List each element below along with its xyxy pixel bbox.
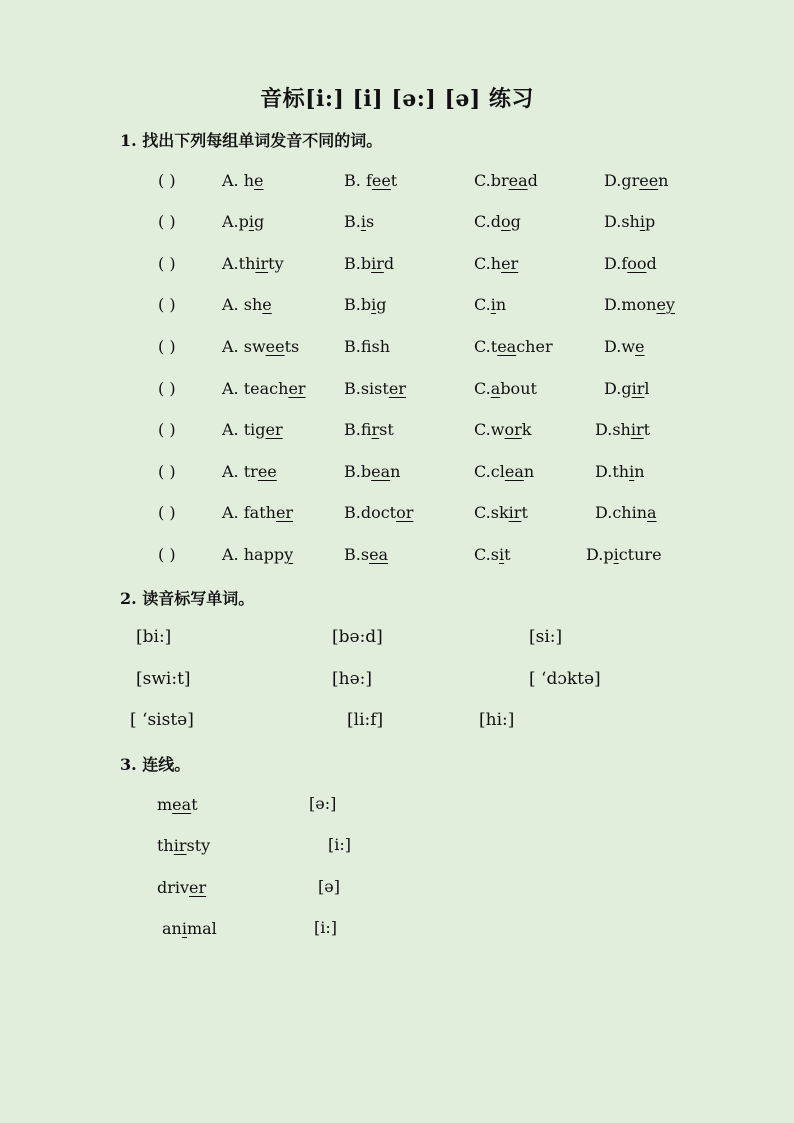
match-word[interactable] (157, 795, 198, 814)
word-part: n (658, 171, 669, 190)
answer-blank[interactable]: ( ) (158, 171, 176, 190)
option-c (474, 337, 553, 356)
option-d (586, 545, 662, 564)
word-part: k (521, 420, 532, 439)
option-letter: D. (604, 254, 622, 273)
word-part: g (254, 212, 265, 231)
option-a (222, 254, 284, 273)
word-part: fath (243, 503, 276, 522)
phonetic-item: [si:] (529, 627, 563, 647)
option-letter: A. (222, 545, 244, 564)
word-part: f (621, 254, 628, 273)
word-part: p (238, 212, 249, 231)
option-c (474, 545, 511, 564)
word-part: sk (490, 503, 509, 522)
word-part: n (634, 462, 645, 481)
underlined-sound: i (181, 919, 187, 938)
option-a (222, 545, 293, 564)
word-part: doct (360, 503, 397, 522)
option-letter: A. (222, 503, 244, 522)
option-d (604, 295, 675, 314)
option-letter: B. (344, 337, 361, 356)
underlined-sound: i (360, 212, 366, 231)
word-part: sty (186, 836, 211, 855)
word-part: d (383, 254, 395, 273)
underlined-sound: i (248, 212, 255, 231)
underlined-sound: ee (265, 337, 285, 356)
option-a (222, 295, 272, 314)
underlined-sound: a (490, 379, 501, 398)
underlined-sound: ea (508, 171, 528, 190)
option-a (222, 212, 264, 231)
word-part: mon (621, 295, 657, 314)
option-letter: D. (604, 295, 622, 314)
option-a (222, 462, 277, 481)
word-part: th (157, 836, 174, 855)
underlined-sound: ir (631, 379, 645, 398)
word-part: happ (243, 545, 285, 564)
option-b (344, 503, 413, 522)
option-letter: A. (222, 212, 239, 231)
underlined-sound: ea (369, 545, 389, 564)
word-part: cture (618, 545, 662, 564)
word-part: t (643, 420, 651, 439)
option-a (222, 337, 299, 356)
underlined-sound: ea (497, 337, 517, 356)
option-b (344, 254, 394, 273)
option-d (604, 171, 668, 190)
word-part: br (490, 171, 509, 190)
word-part: chin (612, 503, 648, 522)
option-b (344, 295, 386, 314)
match-phonetic[interactable]: [i:] (328, 835, 351, 854)
option-letter: C. (474, 254, 491, 273)
word-part: sw (243, 337, 266, 356)
word-part: d (527, 171, 538, 190)
word-part: f (360, 420, 372, 439)
word-part: teach (243, 379, 289, 398)
option-d (604, 212, 655, 231)
option-a (222, 171, 264, 190)
answer-blank[interactable]: ( ) (158, 212, 176, 231)
phonetic-item: [hə:] (332, 669, 373, 689)
option-d (595, 462, 645, 481)
option-letter: C. (474, 295, 491, 314)
option-d (604, 254, 657, 273)
option-a (222, 379, 306, 398)
option-c (474, 171, 538, 190)
option-b (344, 171, 397, 190)
option-c (474, 503, 528, 522)
option-b (344, 462, 400, 481)
word-part: g (510, 212, 521, 231)
option-c (474, 462, 534, 481)
option-letter: C. (474, 337, 491, 356)
option-b (344, 337, 390, 356)
answer-blank[interactable]: ( ) (158, 420, 176, 439)
option-letter: D. (595, 420, 613, 439)
word-part: bout (500, 379, 537, 398)
word-part: cl (490, 462, 505, 481)
underlined-sound: ir (630, 420, 644, 439)
option-letter: A. (222, 254, 239, 273)
underlined-sound: er (275, 503, 294, 522)
answer-blank[interactable]: ( ) (158, 503, 176, 522)
section-3-heading: 3. 连线。 (120, 755, 191, 774)
word-part: th (238, 254, 256, 273)
word-part: h (490, 254, 502, 273)
option-letter: C. (474, 212, 491, 231)
underlined-sound: i (490, 295, 496, 314)
underlined-sound: ea (371, 462, 391, 481)
option-letter: C. (474, 462, 491, 481)
word-part: w (621, 337, 636, 356)
word-part: an (162, 919, 182, 938)
underlined-sound: i (498, 545, 505, 564)
option-a (222, 420, 283, 439)
word-part: sh (612, 420, 631, 439)
word-part: s (360, 545, 370, 564)
word-part: s (490, 545, 499, 564)
word-part: f (365, 171, 372, 190)
underlined-sound: or (504, 420, 522, 439)
underlined-sound: i (371, 295, 377, 314)
underlined-sound: er (288, 379, 306, 398)
underlined-sound: oo (627, 254, 647, 273)
word-part: driv (157, 878, 190, 897)
underlined-sound: e (635, 337, 645, 356)
underlined-sound: i (613, 545, 619, 564)
underlined-sound: i (639, 212, 645, 231)
answer-blank[interactable]: ( ) (158, 254, 176, 273)
word-part: w (490, 420, 505, 439)
phonetic-item: [li:f] (347, 710, 384, 730)
option-letter: D. (604, 171, 622, 190)
section-1-heading: 1. 找出下列每组单词发音不同的词。 (120, 131, 383, 150)
match-word[interactable] (157, 836, 210, 855)
word-part: g (621, 379, 632, 398)
word-part: th (612, 462, 630, 481)
option-letter: A. (222, 295, 244, 314)
underlined-sound: ey (656, 295, 675, 314)
option-a (222, 503, 293, 522)
option-letter: D. (604, 379, 622, 398)
word-part: b (360, 295, 372, 314)
word-part: t (191, 795, 198, 814)
option-letter: C. (474, 503, 491, 522)
option-letter: C. (474, 545, 491, 564)
phonetic-item: [hi:] (479, 710, 515, 730)
option-letter: A. (222, 337, 244, 356)
word-part: tig (243, 420, 266, 439)
match-phonetic[interactable]: [i:] (314, 918, 337, 937)
option-letter: B. (344, 254, 361, 273)
word-part: tr (243, 462, 258, 481)
option-letter: D. (595, 503, 613, 522)
word-part: h (243, 171, 255, 190)
option-letter: A. (222, 171, 244, 190)
option-letter: B. (344, 545, 361, 564)
option-letter: C. (474, 171, 491, 190)
word-part: t (504, 545, 511, 564)
phonetic-item: [bə:d] (332, 627, 383, 647)
underlined-sound: er (388, 379, 406, 398)
word-part: sh (621, 212, 640, 231)
answer-blank[interactable]: ( ) (158, 545, 176, 564)
match-phonetic[interactable]: [ə:] (309, 794, 337, 813)
option-letter: B. (344, 462, 361, 481)
match-phonetic[interactable]: [ə] (318, 877, 340, 896)
underlined-sound: ee (371, 171, 391, 190)
word-part: cher (516, 337, 553, 356)
option-letter: C. (474, 379, 491, 398)
underlined-sound: er (501, 254, 519, 273)
option-b (344, 212, 374, 231)
word-part: sh (371, 337, 391, 356)
underlined-sound: ee (257, 462, 277, 481)
phonetic-item: [bi:] (136, 627, 172, 647)
underlined-sound: i (629, 462, 635, 481)
word-part: p (603, 545, 614, 564)
underlined-sound: y (284, 545, 294, 564)
underlined-sound: ir (508, 503, 522, 522)
answer-blank[interactable]: ( ) (158, 379, 176, 398)
option-d (595, 503, 657, 522)
option-letter: D. (604, 337, 622, 356)
option-c (474, 212, 521, 231)
match-word[interactable] (162, 919, 217, 938)
underlined-sound: er (189, 878, 207, 897)
underlined-sound: ir (173, 836, 187, 855)
option-b (344, 545, 388, 564)
option-letter: A. (222, 379, 244, 398)
phonetic-item: [swi:t] (136, 669, 191, 689)
section-2-heading: 2. 读音标写单词。 (120, 589, 255, 608)
option-letter: B. (344, 420, 361, 439)
underlined-sound: ee (639, 171, 659, 190)
phonetic-item: [ ‘sistə] (130, 710, 194, 730)
option-c (474, 295, 506, 314)
option-letter: B. (344, 171, 366, 190)
option-letter: A. (222, 420, 244, 439)
underlined-sound: ir (255, 254, 269, 273)
word-part: st (379, 420, 394, 439)
underlined-sound: er (265, 420, 283, 439)
underlined-sound: ea (172, 795, 192, 814)
word-part: mal (186, 919, 217, 938)
option-c (474, 379, 537, 398)
option-letter: B. (344, 503, 361, 522)
word-part: sh (243, 295, 263, 314)
option-letter: B. (344, 212, 361, 231)
underlined-sound: e (254, 171, 264, 190)
option-letter: D. (604, 212, 622, 231)
underlined-sound: o (501, 212, 511, 231)
word-part: n (495, 295, 507, 314)
word-part: d (646, 254, 657, 273)
word-part: ty (268, 254, 284, 273)
word-part: t (490, 337, 498, 356)
underlined-sound: a (647, 503, 657, 522)
option-letter: B. (344, 295, 361, 314)
word-part: f (360, 337, 372, 356)
option-b (344, 420, 394, 439)
underlined-sound: ir (371, 254, 384, 273)
word-part: b (360, 254, 372, 273)
word-part: p (644, 212, 656, 231)
answer-blank[interactable]: ( ) (158, 462, 176, 481)
underlined-sound: ir (371, 420, 380, 439)
match-word[interactable] (157, 878, 206, 897)
underlined-sound: or (396, 503, 414, 522)
word-part: n (390, 462, 401, 481)
word-part: g (376, 295, 387, 314)
word-part: gr (621, 171, 640, 190)
word-part: s (365, 212, 375, 231)
page-title: 音标[i:] [i] [ə:] [ə] 练习 (260, 86, 534, 112)
word-part: sist (360, 379, 389, 398)
underlined-sound: ea (504, 462, 524, 481)
option-d (604, 379, 649, 398)
word-part: m (157, 795, 173, 814)
option-d (604, 337, 645, 356)
option-letter: B. (344, 379, 361, 398)
word-part: t (390, 171, 398, 190)
option-c (474, 420, 531, 439)
option-letter: D. (586, 545, 604, 564)
word-part: l (644, 379, 650, 398)
word-part: d (490, 212, 502, 231)
answer-blank[interactable]: ( ) (158, 295, 176, 314)
word-part: n (523, 462, 535, 481)
word-part: t (521, 503, 528, 522)
option-letter: A. (222, 462, 244, 481)
underlined-sound: e (262, 295, 272, 314)
option-letter: D. (595, 462, 613, 481)
option-c (474, 254, 518, 273)
option-d (595, 420, 650, 439)
option-letter: C. (474, 420, 491, 439)
word-part: b (360, 462, 372, 481)
phonetic-item: [ ‘dɔktə] (529, 669, 601, 689)
option-b (344, 379, 406, 398)
word-part: ts (284, 337, 300, 356)
answer-blank[interactable]: ( ) (158, 337, 176, 356)
